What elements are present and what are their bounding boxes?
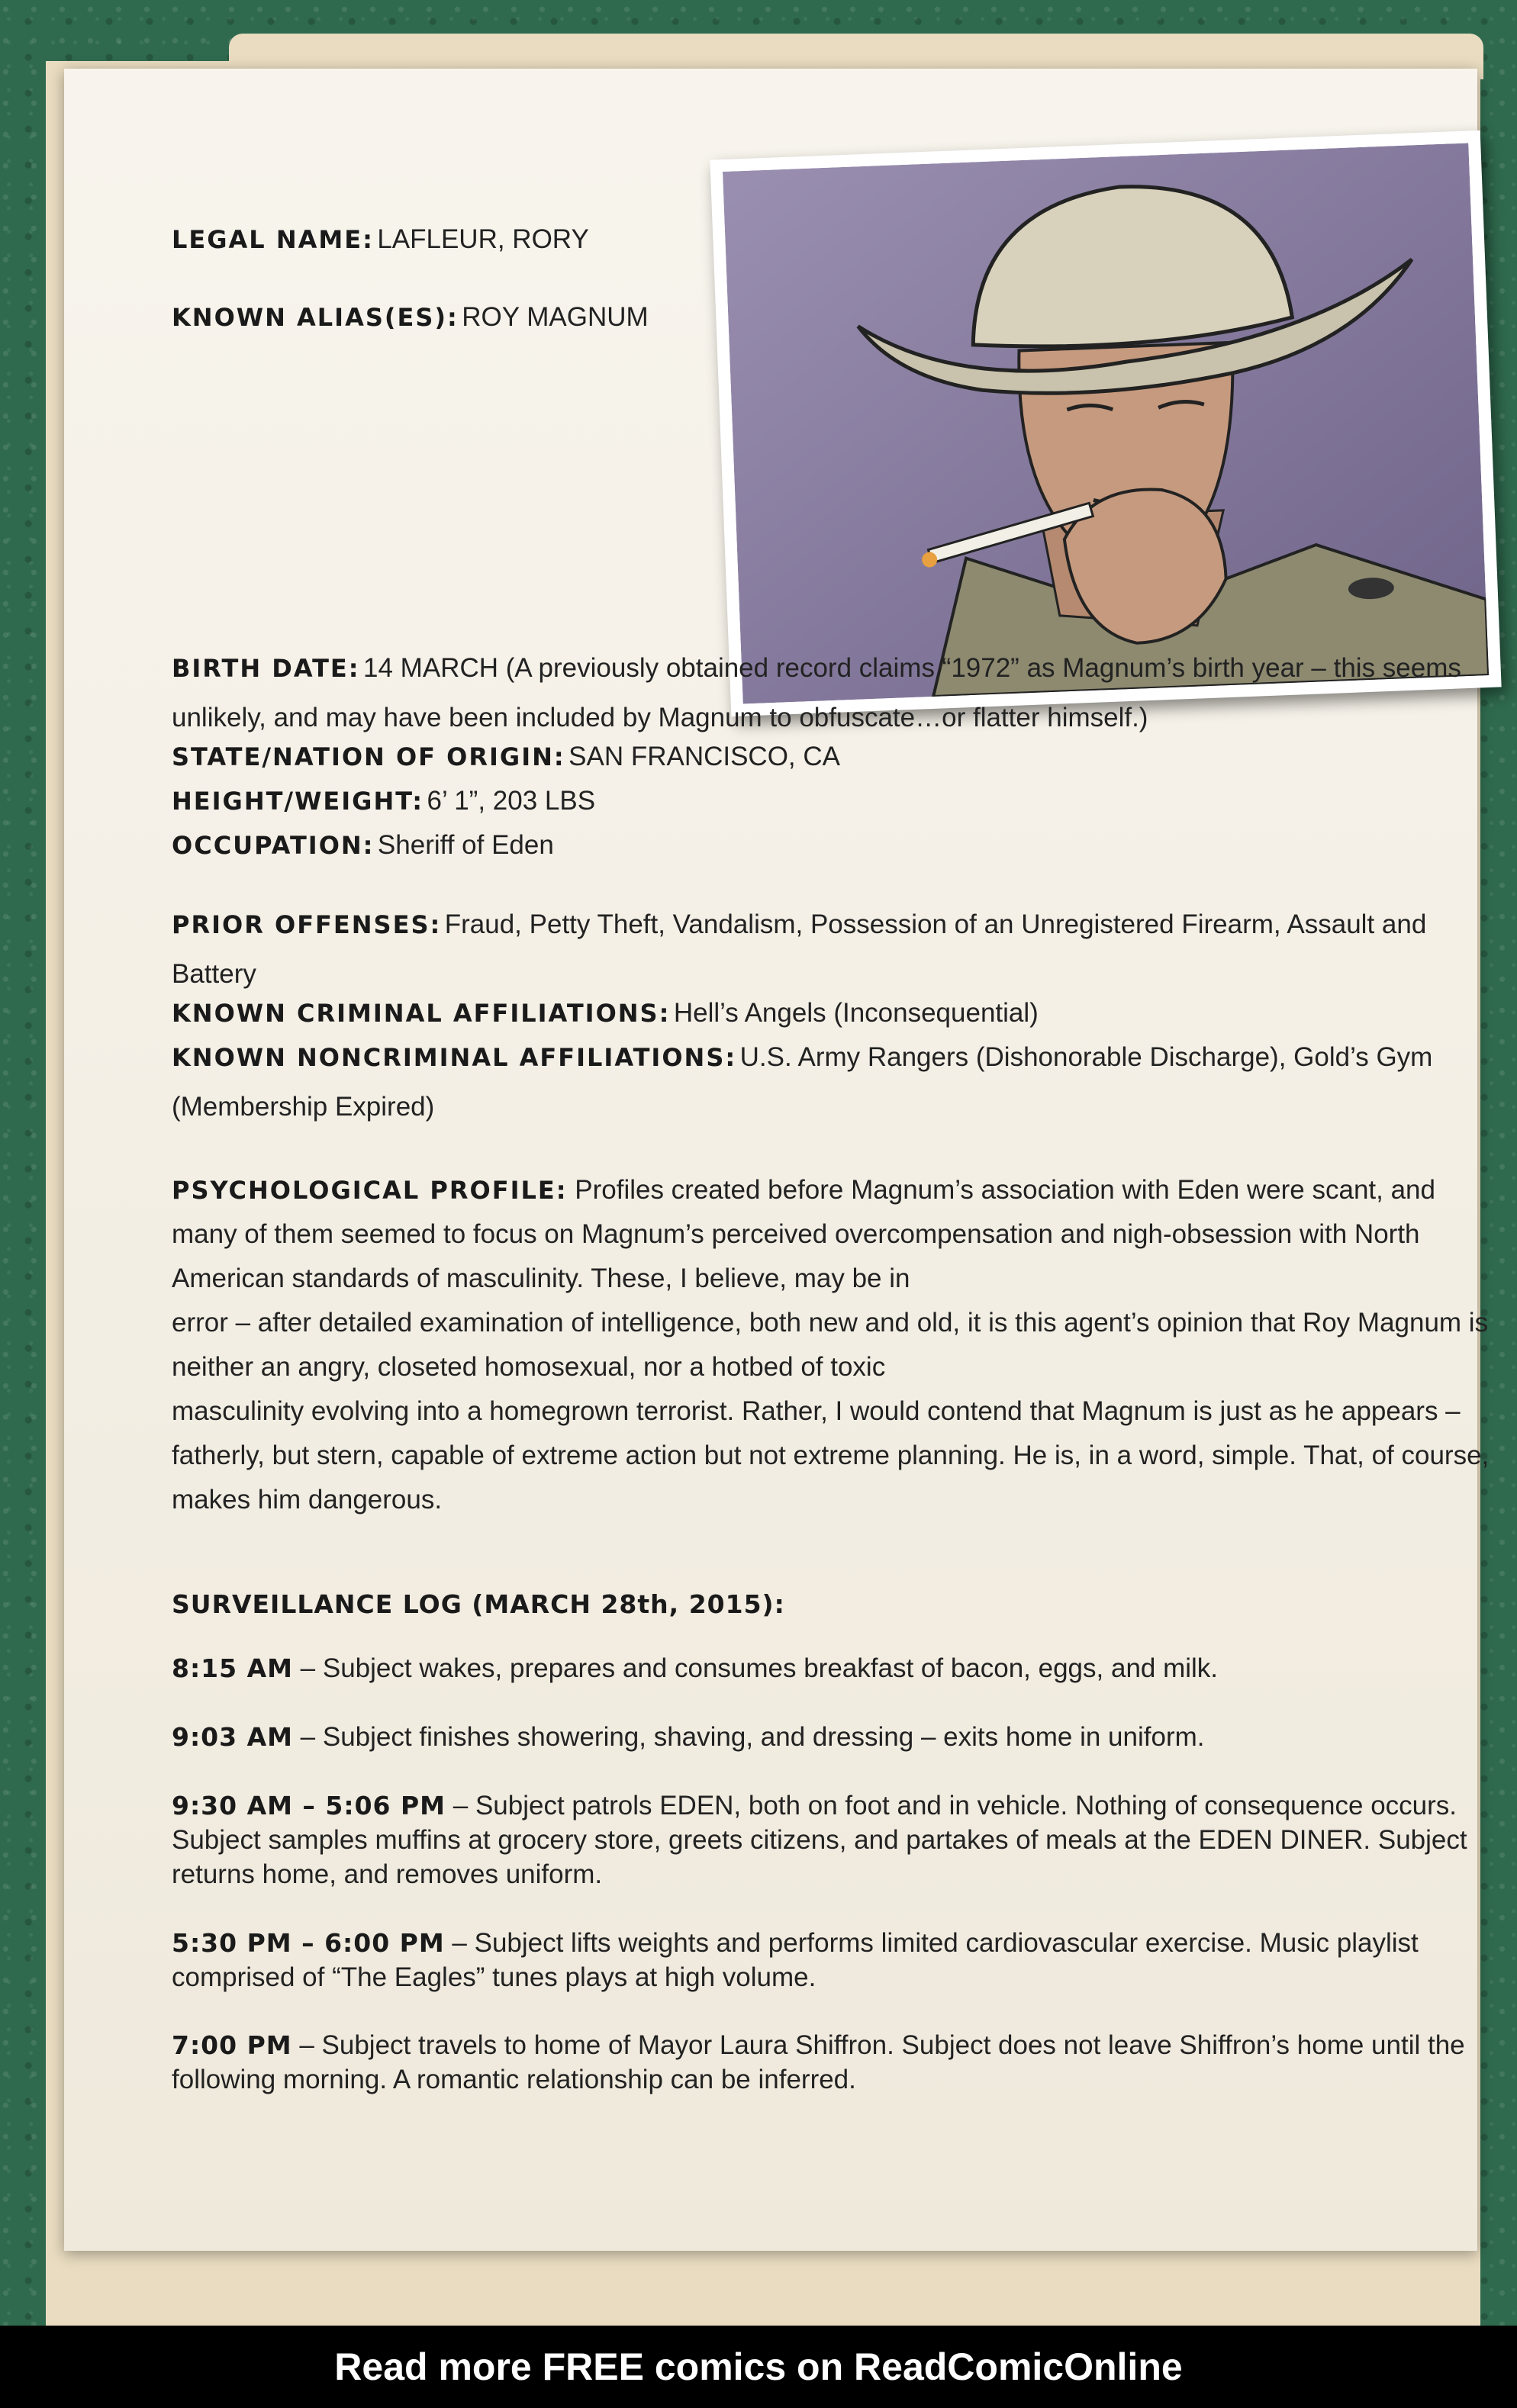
log-entry [172, 1788, 1499, 1891]
read-more-banner[interactable] [0, 2326, 1517, 2408]
surveillance-log-title [172, 1587, 1499, 1621]
log-entry [172, 1720, 1499, 1754]
log-entry-time: 7:00 PM [172, 2030, 292, 2060]
log-entry-separator: – [292, 1722, 323, 1752]
log-entry-separator: – [444, 1928, 475, 1958]
log-entry-time: 8:15 AM [172, 1653, 293, 1683]
origin-field [172, 735, 1499, 784]
criminal-affiliations-label: KNOWN CRIMINAL AFFILIATIONS: [172, 999, 671, 1028]
occupation-label: OCCUPATION: [172, 831, 375, 860]
log-entry-text: Subject travels to home of Mayor Laura Shiffron. Subject does not leave Shiffron’s home until the following morning. A romantic relationship can be inferred. [172, 2030, 1465, 2094]
occupation-field [172, 823, 1499, 873]
legal-name-label: LEGAL NAME: [172, 225, 374, 254]
log-entry [172, 1651, 1499, 1685]
log-entry-time: 9:03 AM [172, 1722, 293, 1752]
height-weight-field [172, 779, 1499, 829]
birth-date-label: BIRTH DATE: [172, 654, 360, 683]
psych-profile-text-3: masculinity evolving into a homegrown terrorist. Rather, I would contend that Magnum is just as he appears – fatherly, but stern, capable of extreme action but not extreme planning. He is, in a word, simple. That, of course, makes him dangerous. [172, 1396, 1490, 1515]
log-entry-text: Subject lifts weights and performs limited cardiovascular exercise. Music playlist comprised of “The Eagles” tunes plays at high volume. [172, 1928, 1419, 1992]
noncriminal-affiliations-label: KNOWN NONCRIMINAL AFFILIATIONS: [172, 1043, 737, 1072]
alias-label: KNOWN ALIAS(ES): [172, 303, 459, 332]
psych-profile-text-1: Profiles created before Magnum’s association with Eden were scant, and many of them seemed to focus on Magnum’s perceived overcompensation and nigh-obsession with North American standards of masculinity. These, I believe, may be in [172, 1175, 1435, 1293]
origin-value: SAN FRANCISCO, CA [568, 742, 841, 771]
log-entry [172, 2028, 1499, 2097]
criminal-affiliations-value: Hell’s Angels (Inconsequential) [673, 998, 1039, 1028]
birth-date-value: 14 MARCH (A previously obtained record claims “1972” as Magnum’s birth year – this seems unlikely, and may have been included by Magnum to obfuscate…or flatter himself.) [172, 653, 1461, 732]
alias-field [172, 295, 1499, 345]
alias-value: ROY MAGNUM [462, 302, 649, 332]
psych-profile-label: PSYCHOLOGICAL PROFILE: [172, 1176, 568, 1205]
psych-profile-text-2: error – after detailed examination of intelligence, both new and old, it is this agent’s opinion that Roy Magnum is neither an angry, closeted homosexual, nor a hotbed of toxic [172, 1308, 1489, 1382]
occupation-value: Sheriff of Eden [377, 830, 554, 860]
prior-offenses-label: PRIOR OFFENSES: [172, 910, 442, 939]
log-entry-text: Subject wakes, prepares and consumes breakfast of bacon, eggs, and milk. [322, 1653, 1219, 1683]
origin-label: STATE/NATION OF ORIGIN: [172, 742, 565, 771]
surveillance-log-heading: SURVEILLANCE LOG (MARCH 28th, 2015): [172, 1589, 785, 1619]
dossier-paper [64, 69, 1490, 2251]
read-more-link[interactable]: Read more FREE comics on ReadComicOnline [334, 2345, 1183, 2388]
log-entry-time: 9:30 AM – 5:06 PM [172, 1791, 446, 1820]
prior-offenses-value: Fraud, Petty Theft, Vandalism, Possession of an Unregistered Firearm, Assault and Battery [172, 909, 1427, 989]
log-entry-separator: – [291, 2030, 322, 2060]
height-weight-value: 6’ 1”, 203 LBS [427, 786, 596, 816]
prior-offenses-field [172, 903, 1499, 1002]
criminal-affiliations-field [172, 991, 1499, 1041]
noncriminal-affiliations-value: U.S. Army Rangers (Dishonorable Discharge), Gold’s Gym (Membership Expired) [172, 1042, 1433, 1122]
log-entry-separator: – [446, 1791, 475, 1820]
log-entry-text: Subject patrols EDEN, both on foot and in vehicle. Nothing of consequence occurs. Subject samples muffins at grocery store, greets citizens, and partakes of meals at the EDEN DINER. Subject returns home, and removes uniform. [172, 1791, 1467, 1889]
noncriminal-affiliations-field [172, 1035, 1499, 1135]
psychological-profile [172, 1168, 1499, 1522]
log-entry-text: Subject finishes showering, shaving, and dressing – exits home in uniform. [322, 1722, 1205, 1752]
height-weight-label: HEIGHT/WEIGHT: [172, 787, 424, 816]
log-entry-separator: – [292, 1653, 323, 1683]
legal-name-field [172, 217, 1499, 267]
birth-date-field [172, 646, 1499, 745]
log-entry [172, 1926, 1499, 1994]
legal-name-value: LAFLEUR, RORY [377, 224, 589, 254]
log-entry-time: 5:30 PM – 6:00 PM [172, 1928, 445, 1958]
